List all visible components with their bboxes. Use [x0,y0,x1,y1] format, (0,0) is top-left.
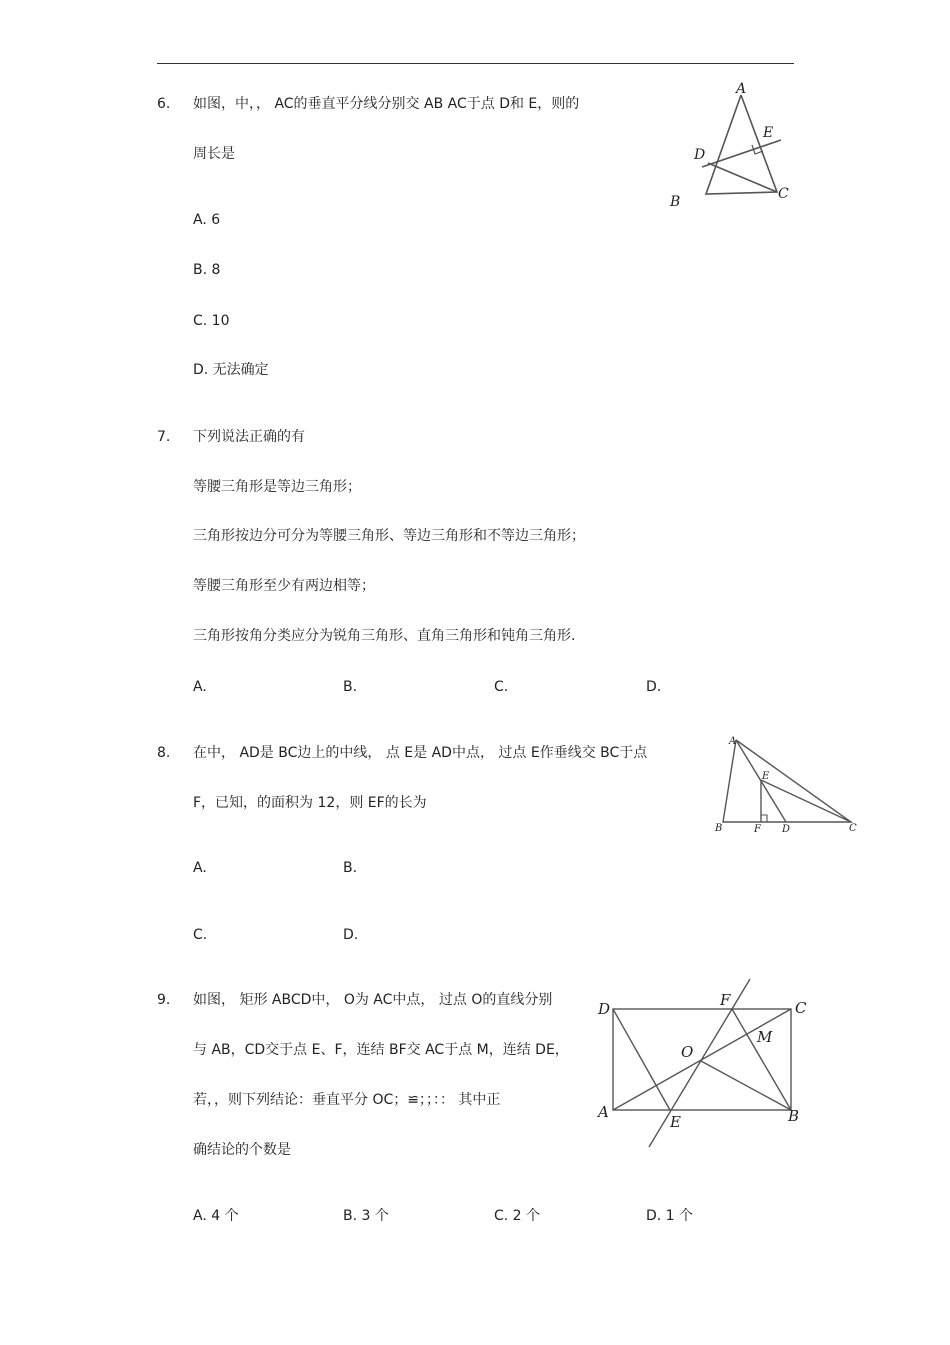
q8-label-e: E [762,771,770,782]
q9-option-b: B. 3 个 [343,1208,389,1224]
q8-label-b: B [715,823,723,834]
q9-label-o: O [681,1043,694,1061]
q9-stem-line1: 如图， 矩形 ABCD中， O为 AC中点， 过点 O的直线分别 [193,992,553,1008]
q7-option-d: D. [646,679,662,695]
q6-label-a: A [736,81,747,97]
q6-option-d: D. 无法确定 [193,362,269,378]
q7-option-a: A. [193,679,207,695]
q6-figure [660,75,795,215]
q9-label-m: M [757,1028,773,1046]
q8-figure [708,728,863,838]
q7-statement-1: 等腰三角形是等边三角形； [193,479,361,495]
q8-option-d: D. [343,927,359,943]
q8-label-f: F [754,824,761,835]
header-rule [157,63,794,64]
q8-stem-line1: 在中， AD是 BC边上的中线， 点 E是 AD中点， 过点 E作垂线交 BC于点 [193,745,648,761]
q8-option-c: C. [193,927,208,943]
q7-statement-4: 三角形按角分类应分为锐角三角形、直角三角形和钝角三角形. [193,628,576,644]
q8-stem-line2: F，已知，的面积为 12，则 EF的长为 [193,795,427,811]
q9-label-d: D [598,1000,611,1018]
q8-option-b: B. [343,860,358,876]
q8-label-c: C [849,823,857,834]
q6-option-c: C. 10 [193,313,230,329]
q9-stem-line4: 确结论的个数是 [193,1142,291,1158]
q9-label-a: A [598,1103,609,1121]
q9-option-a: A. 4 个 [193,1208,239,1224]
q6-option-a: A. 6 [193,212,221,228]
q6-number: 6. [157,96,171,112]
q6-option-b: B. 8 [193,262,221,278]
q9-label-b: B [788,1107,800,1125]
q9-stem-line2: 与 AB，CD交于点 E、F，连结 BF交 AC于点 M，连结 DE， [193,1042,569,1058]
q9-label-f: F [720,991,731,1009]
q9-label-c: C [795,999,807,1017]
q9-label-e: E [670,1113,681,1131]
q6-stem-line2: 周长是 [193,146,235,162]
q7-stem: 下列说法正确的有 [193,429,305,445]
q6-label-e: E [763,125,774,141]
q8-label-d: D [782,824,791,835]
q9-stem-line3: 若，，则下列结论：垂直平分 OC；≌；；：： 其中正 [193,1092,501,1108]
q6-label-d: D [694,147,706,163]
q7-option-b: B. [343,679,358,695]
q9-number: 9. [157,992,171,1008]
q7-statement-2: 三角形按边分可分为等腰三角形、等边三角形和不等边三角形； [193,528,585,544]
q6-stem-line1: 如图，中，， AC的垂直平分线分别交 AB AC于点 D和 E，则的 [193,96,580,112]
q6-label-c: C [778,186,789,202]
q8-option-a: A. [193,860,207,876]
q6-label-b: B [670,194,681,210]
q7-statement-3: 等腰三角形至少有两边相等； [193,578,375,594]
q9-figure [595,975,815,1155]
q8-number: 8. [157,745,171,761]
q7-option-c: C. [494,679,509,695]
q7-number: 7. [157,429,171,445]
q8-label-a: A [729,736,737,747]
q9-option-d: D. 1 个 [646,1208,694,1224]
q9-option-c: C. 2 个 [494,1208,541,1224]
